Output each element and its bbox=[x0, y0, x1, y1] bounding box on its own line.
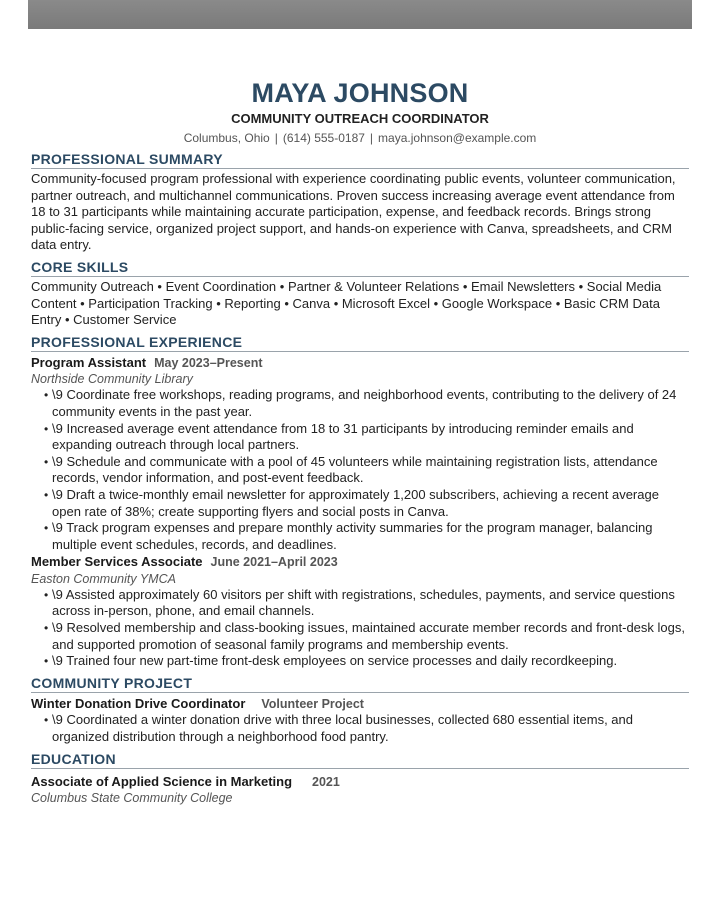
bullet-icon: • bbox=[44, 713, 49, 728]
bullet-text: \9 Schedule and communicate with a pool of 45 volunteers while maintaining registration lists, attendance records, vendor information, and post-event feedback. bbox=[52, 453, 658, 486]
list-item bbox=[46, 520, 689, 553]
bullet-icon: • bbox=[44, 388, 49, 403]
bullet-text: \9 Track program expenses and prepare monthly activity summaries for the program manager, balancing multiple event schedules, records, and deadlines. bbox=[52, 520, 653, 552]
project-tag: Volunteer Project bbox=[261, 696, 364, 711]
skills-heading: CORE SKILLS bbox=[31, 259, 689, 277]
job-dates: May 2023–Present bbox=[154, 355, 263, 370]
list-item bbox=[46, 487, 689, 520]
job-title: Program Assistant bbox=[31, 354, 147, 370]
resume-page bbox=[31, 78, 689, 806]
bullet-icon: • bbox=[44, 654, 49, 669]
bullet-icon: • bbox=[44, 487, 49, 502]
list-item bbox=[46, 620, 689, 653]
summary-text: Community-focused program professional with experience coordinating public events, volunteer communication, partner outreach, and multichannel communications. Proven success increasing average event attendance from 18 to 31 participants while maintaining accurate participation, expense, and feedback records. Brings strong public-facing service, organized project support, and hands-on experience with Canva, spreadsheets, and CRM data entry. bbox=[31, 171, 676, 253]
education-header bbox=[31, 774, 689, 791]
contact-separator: | bbox=[274, 131, 278, 145]
list-item bbox=[46, 712, 689, 745]
bullet-icon: • bbox=[44, 587, 49, 602]
project-header bbox=[31, 696, 689, 713]
experience-heading: PROFESSIONAL EXPERIENCE bbox=[31, 334, 689, 352]
school-name: Columbus State Community College bbox=[31, 791, 233, 806]
list-item bbox=[46, 387, 689, 420]
contact-location: Columbus, Ohio bbox=[183, 131, 270, 145]
contact-email[interactable]: maya.johnson@example.com bbox=[378, 131, 537, 145]
bullet-text: \9 Increased average event attendance from 18 to 31 participants by introducing reminder emails and expanding outreach through local partners. bbox=[52, 420, 634, 453]
bullet-icon: • bbox=[44, 454, 49, 469]
bullet-icon: • bbox=[44, 421, 49, 436]
bullet-text: \9 Assisted approximately 60 visitors per shift with registrations, schedules, payments, and service questions across in-person, phone, and email channels. bbox=[52, 586, 675, 619]
job-bullets bbox=[31, 387, 689, 553]
bullet-text: \9 Resolved membership and class-booking issues, maintained accurate member records and front-desk logs, and supported promotion of seasonal family programs and membership events. bbox=[52, 620, 685, 652]
candidate-title: COMMUNITY OUTREACH COORDINATOR bbox=[231, 111, 489, 126]
job-organization: Northside Community Library bbox=[31, 372, 193, 387]
contact-phone: (614) 555-0187 bbox=[282, 131, 365, 145]
browser-top-bar bbox=[28, 0, 692, 29]
bullet-text: \9 Draft a twice-monthly email newsletter for approximately 1,200 subscribers, achieving a recent average open rate of 38%; create supporting flyers and social posts in Canva. bbox=[52, 486, 659, 519]
project-title: Winter Donation Drive Coordinator bbox=[31, 695, 246, 711]
candidate-name: MAYA JOHNSON bbox=[251, 78, 469, 108]
degree-year: 2021 bbox=[312, 774, 340, 789]
job-organization: Easton Community YMCA bbox=[31, 571, 176, 586]
degree-name: Associate of Applied Science in Marketing bbox=[31, 773, 293, 789]
contact-line bbox=[31, 131, 689, 146]
bullet-icon: • bbox=[44, 621, 49, 636]
bullet-text: \9 Coordinated a winter donation drive with three local businesses, collected 680 essential items, and organized distribution through a neighborhood food pantry. bbox=[52, 712, 634, 745]
job-dates: June 2021–April 2023 bbox=[210, 555, 338, 570]
list-item bbox=[46, 653, 689, 670]
job-header bbox=[31, 355, 689, 372]
job-entry bbox=[31, 554, 689, 670]
contact-separator: | bbox=[369, 131, 374, 145]
skills-text: Community Outreach • Event Coordination • Partner & Volunteer Relations • Email Newsletters • Social Media Content • Participation Tracking • Reporting • Canva • Microsoft Excel • Google Workspace • Basic CRM Data Entry • Customer Service bbox=[31, 278, 662, 328]
job-header bbox=[31, 554, 689, 571]
list-item bbox=[46, 587, 689, 620]
list-item bbox=[46, 454, 689, 487]
bullet-icon: • bbox=[44, 521, 49, 536]
list-item bbox=[46, 421, 689, 454]
job-title: Member Services Associate bbox=[31, 554, 203, 570]
education-heading: EDUCATION bbox=[31, 751, 689, 769]
summary-heading: PROFESSIONAL SUMMARY bbox=[31, 151, 689, 169]
job-bullets bbox=[31, 587, 689, 670]
job-entry bbox=[31, 355, 689, 554]
bullet-text: \9 Trained four new part-time front-desk employees on service processes and daily recordkeeping. bbox=[52, 653, 618, 669]
project-heading: COMMUNITY PROJECT bbox=[31, 675, 689, 693]
bullet-text: \9 Coordinate free workshops, reading programs, and neighborhood events, contributing to the delivery of 24 community events in the past year. bbox=[52, 387, 677, 419]
project-bullets bbox=[31, 712, 689, 745]
